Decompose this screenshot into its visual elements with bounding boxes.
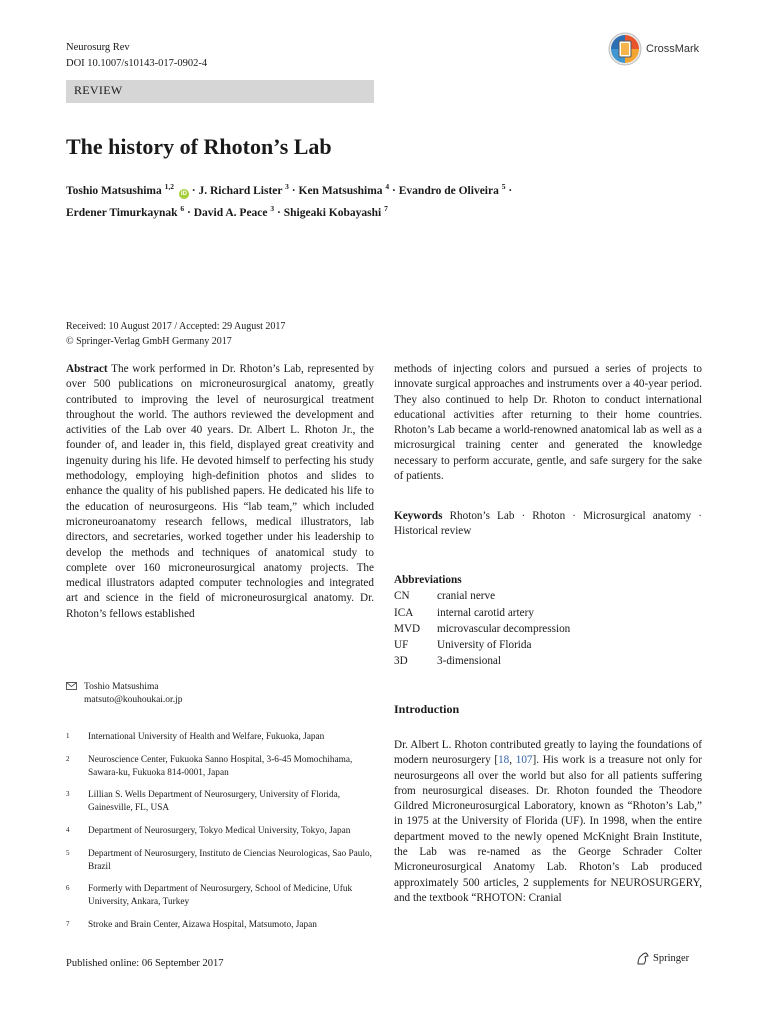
- crossmark-badge[interactable]: [608, 31, 718, 67]
- affiliation-number: 7: [66, 919, 70, 928]
- affiliation-number: 1: [66, 732, 70, 740]
- affiliation-text: Department of Neurosurgery, Instituto de Ciencias Neurologicas, Sao Paulo, Brazil: [88, 848, 373, 872]
- abstract-text: The work performed in Dr. Rhoton’s Lab, represented by over 500 publications on microneurosurgical anatomy, greatly contributed to improving the level of neurosurgical treatment throughout the world. The authors reviewed the development and activities of the Lab over 40 years. Dr. Albert L. Rhoton Jr., the founder of, and leader in, this field, displayed great creativity and ingenuity during his life. He devoted himself to perfecting his study methodology, employing high-definition photos and slides to enhance the quality of his published papers. He dedicated his life to the education of neurosurgeons. His “lab team,” which included microneuroanatomy research fellows, medical illustrators, lab directors, and secretaries, worked together under his leadership to develop the methods and techniques of anatomical study to complete over 160 microneurosurgical anatomy projects. The medical illustrators adapted computer technologies and integrated art and science in the field of microneurosurgical anatomy. Dr. Rhoton’s fellows established: [66, 363, 374, 620]
- corresponding-email[interactable]: matsuto@kouhoukai.or.jp: [84, 695, 183, 705]
- article-type: REVIEW: [74, 83, 123, 97]
- affiliation-number: 6: [66, 884, 70, 893]
- introduction-text: [394, 738, 702, 906]
- author-affil-ref: 3: [285, 182, 289, 191]
- affiliation-number: 5: [66, 848, 70, 857]
- abbreviation-definition: 3-dimensional: [437, 655, 502, 668]
- article-title: The history of Rhoton’s Lab: [66, 134, 332, 159]
- corresponding-author: Toshio Matsushima: [84, 682, 159, 692]
- envelope-icon: [66, 681, 84, 707]
- author-name[interactable]: Toshio Matsushima: [66, 184, 162, 197]
- author-name[interactable]: J. Richard Lister: [198, 184, 283, 197]
- affiliation: [66, 883, 374, 909]
- abbreviation-row: [394, 621, 702, 637]
- abstract-label: Abstract: [66, 363, 108, 375]
- abbreviation: CN: [394, 590, 410, 603]
- author-line-1: Toshio Matsushima $^{1,2}$ iD · J. Richard Lister $^3$ · Ken Matsushima $^4$ · Evandro de Oliveira $^5$ ·: [66, 182, 513, 197]
- author-name[interactable]: Erdener Timurkaynak: [66, 206, 178, 219]
- abstract: [66, 362, 374, 622]
- intro-text-after: ]. His work is a treasure not only for neurosurgeons all over the world but also for all patients suffering from neurosurgical diseases. Dr. Rhoton founded the Theodore Gildred Microneurosurgical Laboratory, known as “Rhoton’s Lab,” in 1975 at the University of Florida (UF). In 1998, when the entire department moved to the newly opened McKnight Brain Institute, the Lab was re-named as the George Schrader Colter Microneurosurgical Anatomy Lab. Rhoton’s Lab produced approximately 500 articles, 2 supplements for NEUROSURGERY, and the textbook “RHOTON: Cranial: [394, 754, 702, 904]
- author-list: [66, 178, 566, 222]
- publisher-logo: [636, 952, 689, 965]
- affiliation-text: Lillian S. Wells Department of Neurosurgery, University of Florida, Gainesville, FL, USA: [88, 790, 341, 814]
- affiliation: [66, 731, 374, 744]
- publisher-name: Springer: [653, 953, 690, 964]
- publication-dates: [66, 319, 285, 349]
- abbreviation-definition: internal carotid artery: [437, 606, 534, 619]
- section-heading-introduction: Introduction: [394, 702, 460, 716]
- abbreviation: ICA: [394, 606, 414, 619]
- author-name[interactable]: Ken Matsushima: [298, 184, 383, 197]
- affiliation-text: Formerly with Department of Neurosurgery, School of Medicine, Ufuk University, Ankara, Turkey: [88, 884, 353, 908]
- journal-header: [66, 40, 207, 72]
- abbreviations-title: Abbreviations: [394, 574, 462, 586]
- keywords-label: Keywords: [394, 510, 443, 522]
- abbreviation-definition: University of Florida: [437, 639, 532, 652]
- abbreviation-row: [394, 637, 702, 653]
- abbreviation-row: [394, 588, 702, 604]
- author-name[interactable]: Shigeaki Kobayashi: [283, 206, 382, 219]
- affiliation-text: Neuroscience Center, Fukuoka Sanno Hospital, 3-6-45 Momochihama, Sawara-ku, Fukuoka 814-0001, Japan: [88, 754, 353, 778]
- affiliation-number: 2: [66, 754, 70, 763]
- crossmark-label: CrossMark: [646, 43, 700, 55]
- author-affil-ref: 6: [180, 203, 185, 213]
- abbreviation-row: [394, 653, 702, 669]
- keywords-text: Rhoton’s Lab · Rhoton · Microsurgical anatomy · Historical review: [394, 510, 703, 538]
- abbreviation: 3D: [394, 655, 408, 668]
- abbreviations: [394, 572, 702, 670]
- author-affil-ref: 3: [270, 203, 275, 213]
- doi[interactable]: DOI 10.1007/s10143-017-0902-4: [66, 58, 208, 69]
- correspondence: [66, 681, 374, 707]
- keywords: [394, 509, 702, 540]
- affiliation-text: Department of Neurosurgery, Tokyo Medical University, Tokyo, Japan: [88, 825, 351, 836]
- springer-horse-icon: [636, 952, 650, 965]
- author-affil-ref: 5: [501, 182, 506, 191]
- author-name[interactable]: Evandro de Oliveira: [398, 184, 499, 197]
- citation-link[interactable]: 107: [515, 754, 533, 767]
- abbreviation: MVD: [394, 622, 421, 635]
- author-line-2: Erdener Timurkaynak $^6$ · David A. Peace $^3$ · Shigeaki Kobayashi $^7$: [66, 203, 388, 219]
- affiliation-number: 3: [66, 790, 70, 799]
- author-affil-ref: 1,2: [164, 182, 175, 191]
- article-type-bar: [66, 80, 374, 103]
- affiliation: [66, 789, 374, 815]
- published-online: Published online: 06 September 2017: [66, 958, 224, 969]
- author-affil-ref: 4: [385, 182, 390, 191]
- abbreviation-definition: cranial nerve: [437, 590, 496, 603]
- affiliations: [66, 731, 374, 942]
- received-accepted: Received: 10 August 2017 / Accepted: 29 August 2017: [66, 321, 286, 332]
- affiliation-number: 4: [66, 825, 70, 834]
- abbreviation-row: [394, 605, 702, 621]
- copyright: © Springer-Verlag GmbH Germany 2017: [66, 336, 232, 347]
- journal-name: Neurosurg Rev: [66, 42, 130, 53]
- affiliation: [66, 825, 374, 838]
- abbreviation: UF: [394, 639, 409, 652]
- intro-text-before: Dr. Albert L. Rhoton contributed greatly to laying the foundations of modern neurosurgery [: [394, 739, 702, 767]
- orcid-icon[interactable]: iD: [180, 190, 187, 197]
- citation-separator: ,: [509, 754, 516, 767]
- citation-link[interactable]: 18: [498, 754, 510, 767]
- abstract-continued: methods of injecting colors and pursued a series of projects to innovate surgical approaches and instruments over a 40-year period. They also continued to help Dr. Rhoton to conduct international educational activities after returning to their home countries. Rhoton’s Lab became a world-renowned anatomical lab as well as a microsurgical training center and generated the knowledge necessary to perform accurate, gentle, and safe surgery for the sake of patients.: [394, 363, 702, 483]
- author-name[interactable]: David A. Peace: [193, 206, 268, 219]
- affiliation: [66, 754, 374, 780]
- affiliation: [66, 848, 374, 874]
- crossmark-icon: [608, 32, 642, 66]
- affiliation-text: Stroke and Brain Center, Aizawa Hospital, Matsumoto, Japan: [88, 919, 317, 930]
- abbreviation-definition: microvascular decompression: [437, 622, 571, 635]
- author-affil-ref: 7: [384, 203, 388, 213]
- affiliation-text: International University of Health and Welfare, Fukuoka, Japan: [88, 732, 325, 742]
- affiliation: [66, 919, 374, 932]
